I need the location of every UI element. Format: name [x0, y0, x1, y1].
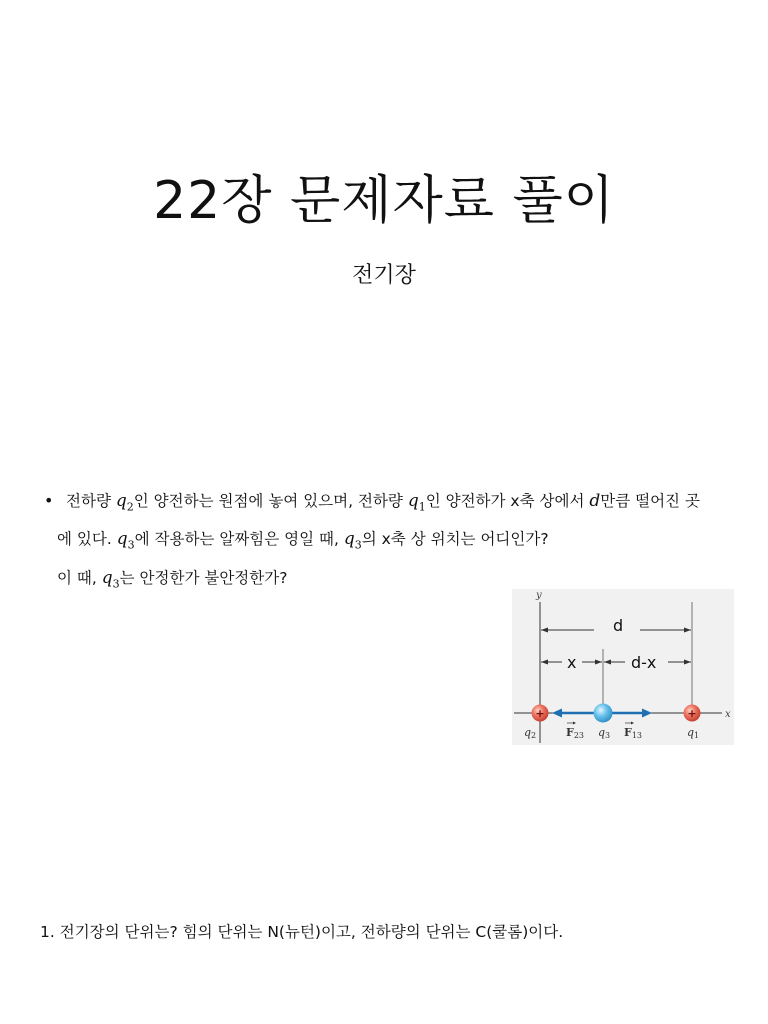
x-arrowhead-left	[541, 660, 548, 665]
dx-arrowhead-right	[684, 660, 691, 665]
text-segment: 인 양전하는 원점에 놓여 있으며, 전하량	[133, 492, 408, 510]
d-minus-x-label: d-x	[631, 653, 657, 672]
question-1: 1. 전기장의 단위는? 힘의 단위는 N(뉴턴)이고, 전하량의 단위는 C(쿨롬)이다.	[40, 923, 564, 941]
text-segment: 만큼 떨어진 곳	[600, 492, 700, 510]
d-label: d	[613, 616, 624, 635]
charge-q3-symbol: $q_3$	[101, 567, 120, 591]
charge-q3-symbol: $q_3$	[343, 529, 362, 552]
problem-line-1	[44, 485, 744, 523]
force-f13-arrowhead	[642, 709, 652, 718]
charge-q1-plus: +	[687, 707, 697, 720]
bullet-marker: •	[44, 491, 54, 510]
text-segment: 의 x축 상 위치는 어디인가?	[361, 530, 549, 549]
d-arrowhead-right	[684, 628, 691, 633]
page-title: 22장 문제자료 풀이	[153, 171, 615, 231]
dx-arrowhead-left	[604, 660, 611, 665]
q3-label: q3	[598, 726, 611, 740]
f23-label: F23	[566, 726, 584, 740]
charge-q1-symbol: $q_1$	[407, 491, 426, 514]
charge-q3	[594, 704, 613, 723]
page-subtitle: 전기장	[352, 263, 416, 288]
charge-q3-symbol: $q_3$	[116, 529, 135, 552]
f13-label: F13	[624, 726, 642, 740]
problem-line-2	[44, 523, 744, 561]
d-arrowhead-left	[541, 628, 548, 633]
charge-q2-plus: +	[535, 707, 545, 720]
x-label: x	[567, 653, 577, 672]
y-axis-label: y	[536, 590, 542, 601]
text-segment: 는 안정한가 불안정한가?	[119, 568, 288, 587]
charge-diagram	[512, 589, 734, 745]
force-f23-arrowhead	[552, 709, 562, 718]
text-segment: 에 있다.	[57, 530, 117, 549]
text-segment: 이 때,	[57, 568, 102, 587]
text-segment: 전하량	[66, 492, 116, 510]
x-arrowhead-right	[595, 660, 602, 665]
f13-vector-arrowhead	[631, 722, 634, 725]
x-axis-label: x	[725, 709, 731, 720]
q2-label: q2	[524, 726, 537, 740]
charge-diagram-svg	[512, 589, 734, 745]
charge-q2-symbol: $q_2$	[115, 491, 134, 514]
q1-label: q1	[687, 726, 700, 740]
text-segment: 에 작용하는 알짜힘은 영일 때,	[134, 530, 344, 549]
problem-statement	[44, 485, 744, 600]
text-segment: 인 양전하가 x축 상에서	[425, 492, 590, 510]
f23-vector-arrowhead	[573, 722, 576, 725]
distance-d-symbol: d	[589, 491, 601, 511]
